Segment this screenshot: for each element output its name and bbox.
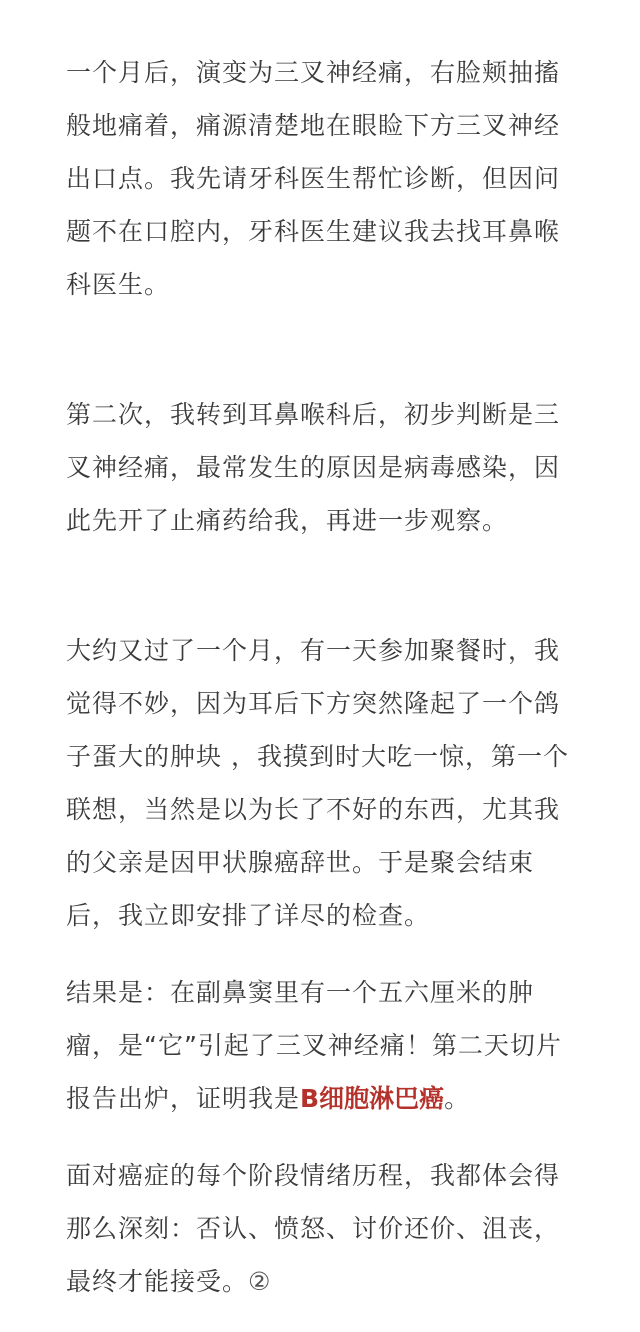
paragraph-text: 一个月后，演变为三叉神经痛，右脸颊抽搐 般地痛着，痛源清楚地在眼睑下方三叉神经 出口点。我先请牙科医生帮忙诊断，但因问 题不在口腔内，牙科医生建议我去找耳鼻喉 科医生。 <box>66 58 561 299</box>
article-body <box>66 0 586 1332</box>
paragraph-emotional-stages <box>66 1149 586 1308</box>
paragraph-text: 面对癌症的每个阶段情绪历程，我都体会得 那么深刻：否认、愤怒、讨价还价、沮丧， 最终才能接受。 <box>66 1161 561 1296</box>
diagnosis-highlight: B细胞淋巴癌 <box>300 1084 445 1113</box>
paragraph-lump-discovery <box>66 571 586 942</box>
paragraph-symptom-onset <box>66 0 586 311</box>
footnote-marker: ② <box>248 1267 272 1296</box>
paragraph-text: 第二次，我转到耳鼻喉科后，初步判断是三 叉神经痛，最常发生的原因是病毒感染，因 此先开了止痛药给我，再进一步观察。 <box>66 400 561 535</box>
paragraph-diagnosis <box>66 966 586 1125</box>
paragraph-text: 结果是：在副鼻窦里有一个五六厘米的肿 瘤，是“它”引起了三叉神经痛！第二天切片 报告出炉，证明我是 <box>66 978 562 1113</box>
paragraph-text: 大约又过了一个月，有一天参加聚餐时，我 觉得不妙，因为耳后下方突然隆起了一个鸽 子蛋大的肿块 ，我摸到时大吃一惊，第一个 联想，当然是以为长了不好的东西，尤其我 的父亲是因甲状腺癌辞世。于是聚会结束 后，我立即安排了详尽的检查。 <box>66 636 569 930</box>
paragraph-ent-visit <box>66 335 586 547</box>
paragraph-text-end: 。 <box>444 1084 471 1113</box>
